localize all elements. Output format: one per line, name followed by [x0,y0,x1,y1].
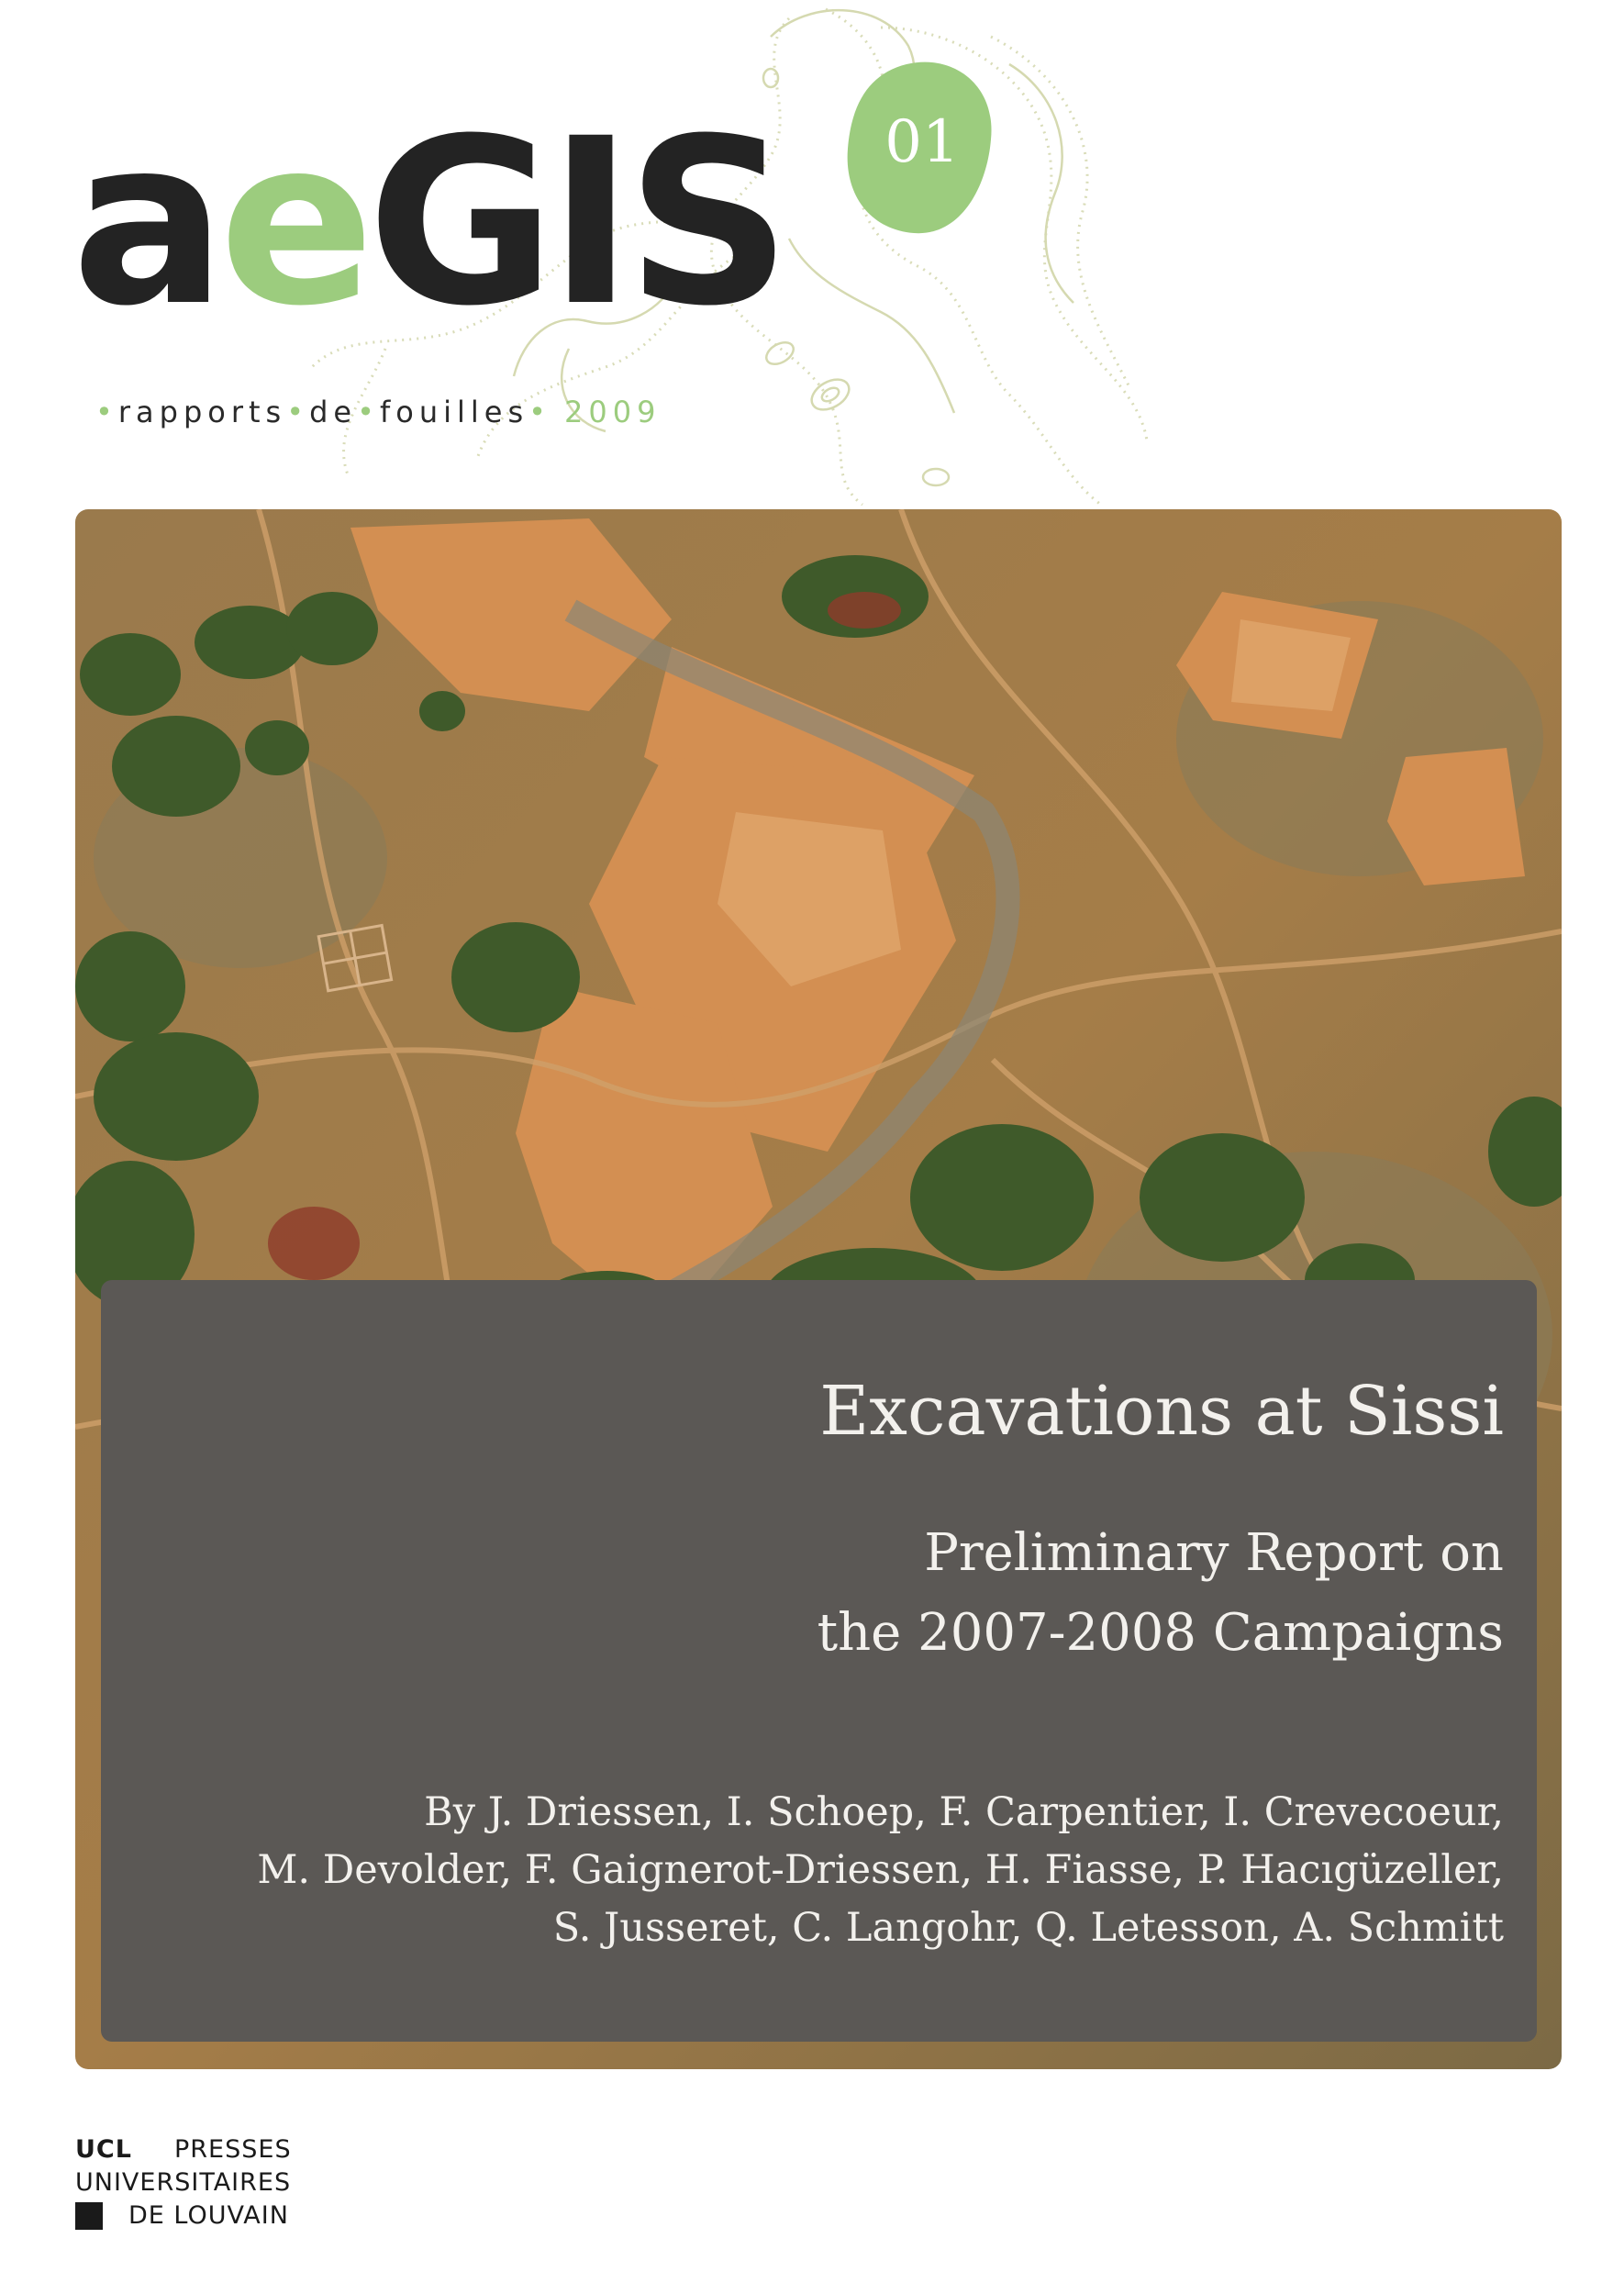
cover-subtitle-line-2: the 2007-2008 Campaigns [817,1603,1504,1663]
logo-letter-a: a [72,89,219,356]
authors-line-1: By J. Driessen, I. Schoep, F. Carpentier, I. Crevecoeur, [424,1789,1504,1835]
bullet-dot: • [528,395,551,429]
subtitle-word-fouilles: fouilles [379,395,529,429]
subtitle-word-de: de [309,395,358,429]
logo-letters-gis: GIS [367,89,784,356]
cover-title-panel [101,1280,1537,2042]
publisher-de-louvain: DE LOUVAIN [128,2201,289,2230]
cover-subtitle-line-1: Preliminary Report on [924,1523,1504,1583]
series-subtitle [95,395,661,429]
authors-line-2: M. Devolder, F. Gaignerot-Driessen, H. Fiasse, P. Hacıgüzeller, [257,1847,1504,1893]
journal-logo [72,89,784,356]
series-year: 2009 [564,395,662,429]
publisher-universitaires: UNIVERSITAIRES [75,2168,292,2197]
publisher-square-mark [75,2202,103,2230]
logo-letter-e: e [218,89,368,356]
issue-number: 01 [884,108,960,176]
subtitle-word-rapports: rapports [117,395,287,429]
publisher-row-3 [75,2199,292,2233]
publisher-row-1 [75,2133,292,2166]
publisher-logo [75,2133,292,2233]
publisher-ucl: UCL [75,2135,132,2164]
cover-title: Excavations at Sissi [819,1372,1504,1451]
authors-line-3: S. Jusseret, C. Langohr, Q. Letesson, A. Schmitt [552,1905,1504,1951]
publisher-presses: PRESSES [174,2135,292,2164]
publisher-row-2 [75,2166,292,2199]
bullet-dot: • [286,395,310,429]
bullet-dot: • [357,395,380,429]
bullet-dot: • [95,395,118,429]
